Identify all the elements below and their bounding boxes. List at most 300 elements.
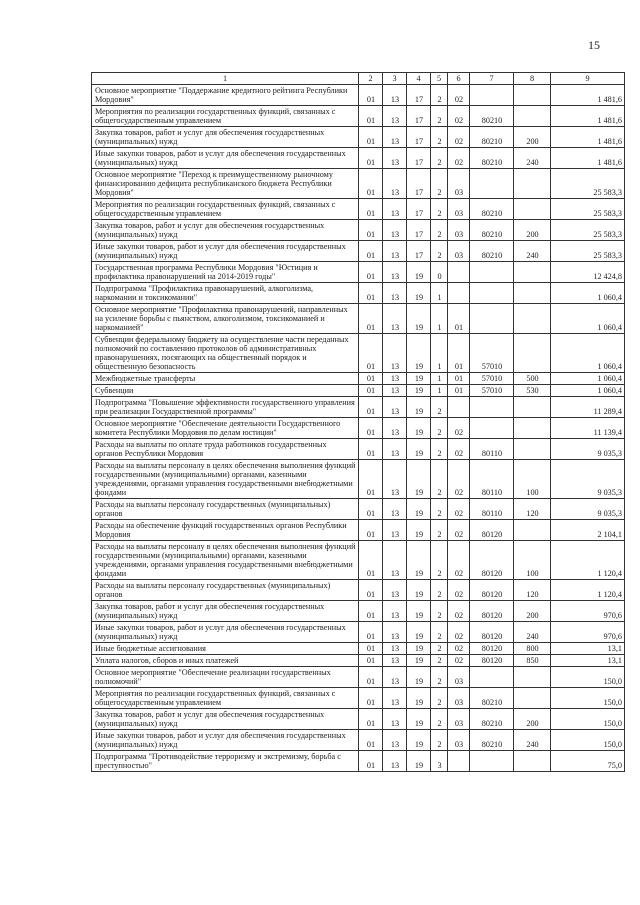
code-section-cell: 01	[359, 580, 383, 601]
code-direction-cell	[470, 262, 514, 283]
code-direction-cell: 80210	[470, 199, 514, 220]
code-expense-type-cell	[514, 199, 551, 220]
row-name-cell: Расходы на выплаты персоналу в целях обеспечения выполнения функций государственными (муниципальными) органами, казенными учреждениями, органами управления государственными внебюджетными фондами	[92, 541, 359, 580]
code-direction-cell: 80120	[470, 601, 514, 622]
table-row	[92, 622, 625, 643]
code-expense-type-cell	[514, 106, 551, 127]
code-subsection-cell: 13	[383, 622, 407, 643]
row-name-cell: Закупка товаров, работ и услуг для обеспечения государственных (муниципальных) нужд	[92, 220, 359, 241]
code-subsection-cell: 13	[383, 397, 407, 418]
code-measure-cell: 02	[448, 643, 470, 655]
code-expense-type-cell: 530	[514, 385, 551, 397]
code-subsection-cell: 13	[383, 730, 407, 751]
table-row	[92, 373, 625, 385]
code-section-cell: 01	[359, 655, 383, 667]
code-expense-type-cell: 200	[514, 220, 551, 241]
amount-cell: 150,0	[551, 667, 625, 688]
amount-cell: 9 035,3	[551, 439, 625, 460]
amount-cell: 150,0	[551, 688, 625, 709]
code-subsection-cell: 13	[383, 220, 407, 241]
code-expense-type-cell: 100	[514, 460, 551, 499]
amount-cell: 1 481,6	[551, 85, 625, 106]
table-row	[92, 580, 625, 601]
code-subprogram-cell: 2	[431, 667, 448, 688]
code-section-cell: 01	[359, 169, 383, 199]
code-section-cell: 01	[359, 85, 383, 106]
row-name-cell: Государственная программа Республики Мордовия "Юстиция и профилактика правонарушений на 2014-2019 годы"	[92, 262, 359, 283]
code-subsection-cell: 13	[383, 283, 407, 304]
code-section-cell: 01	[359, 541, 383, 580]
code-expense-type-cell: 500	[514, 373, 551, 385]
code-section-cell: 01	[359, 730, 383, 751]
header-row	[92, 73, 625, 85]
table-row	[92, 283, 625, 304]
table-row	[92, 418, 625, 439]
code-measure-cell: 02	[448, 106, 470, 127]
table-row	[92, 439, 625, 460]
amount-cell: 25 583,3	[551, 199, 625, 220]
amount-cell: 150,0	[551, 730, 625, 751]
code-program-cell: 19	[407, 643, 431, 655]
code-measure-cell: 02	[448, 439, 470, 460]
amount-cell: 13,1	[551, 655, 625, 667]
code-section-cell: 01	[359, 373, 383, 385]
code-measure-cell	[448, 262, 470, 283]
code-section-cell: 01	[359, 283, 383, 304]
code-measure-cell: 02	[448, 418, 470, 439]
row-name-cell: Подпрограмма "Повышение эффективности государственного управления при реализации Государственной программы"	[92, 397, 359, 418]
code-subsection-cell: 13	[383, 439, 407, 460]
row-name-cell: Расходы на выплаты по оплате труда работников государственных органов Республики Мордовия	[92, 439, 359, 460]
code-direction-cell: 80210	[470, 730, 514, 751]
code-measure-cell: 02	[448, 601, 470, 622]
code-subprogram-cell: 0	[431, 262, 448, 283]
code-program-cell: 17	[407, 199, 431, 220]
code-expense-type-cell	[514, 688, 551, 709]
code-expense-type-cell: 800	[514, 643, 551, 655]
code-expense-type-cell: 120	[514, 580, 551, 601]
code-subprogram-cell: 2	[431, 460, 448, 499]
code-expense-type-cell: 240	[514, 148, 551, 169]
code-section-cell: 01	[359, 385, 383, 397]
code-measure-cell: 03	[448, 730, 470, 751]
code-expense-type-cell	[514, 283, 551, 304]
code-subsection-cell: 13	[383, 655, 407, 667]
code-expense-type-cell	[514, 262, 551, 283]
code-subsection-cell: 13	[383, 148, 407, 169]
code-direction-cell	[470, 397, 514, 418]
amount-cell: 75,0	[551, 751, 625, 772]
column-header: 2	[359, 73, 383, 85]
code-measure-cell: 03	[448, 688, 470, 709]
code-subprogram-cell: 2	[431, 580, 448, 601]
code-expense-type-cell	[514, 169, 551, 199]
code-subprogram-cell: 2	[431, 418, 448, 439]
code-subsection-cell: 13	[383, 601, 407, 622]
code-measure-cell: 01	[448, 373, 470, 385]
row-name-cell: Уплата налогов, сборов и иных платежей	[92, 655, 359, 667]
row-name-cell: Расходы на обеспечение функций государственных органов Республики Мордовия	[92, 520, 359, 541]
code-section-cell: 01	[359, 688, 383, 709]
code-subprogram-cell: 2	[431, 541, 448, 580]
code-subsection-cell: 13	[383, 199, 407, 220]
code-expense-type-cell: 240	[514, 622, 551, 643]
code-section-cell: 01	[359, 241, 383, 262]
code-subsection-cell: 13	[383, 169, 407, 199]
row-name-cell: Подпрограмма "Противодействие терроризму и экстремизму, борьба с преступностью"	[92, 751, 359, 772]
code-subprogram-cell: 2	[431, 199, 448, 220]
page-number: 15	[588, 38, 600, 52]
code-expense-type-cell	[514, 334, 551, 373]
code-program-cell: 19	[407, 304, 431, 334]
amount-cell: 13,1	[551, 643, 625, 655]
column-header: 3	[383, 73, 407, 85]
table-row	[92, 460, 625, 499]
code-measure-cell: 01	[448, 304, 470, 334]
code-measure-cell	[448, 397, 470, 418]
code-program-cell: 19	[407, 709, 431, 730]
row-name-cell: Закупка товаров, работ и услуг для обеспечения государственных (муниципальных) нужд	[92, 127, 359, 148]
code-program-cell: 19	[407, 730, 431, 751]
code-program-cell: 19	[407, 283, 431, 304]
code-section-cell: 01	[359, 622, 383, 643]
table-row	[92, 499, 625, 520]
code-measure-cell: 03	[448, 709, 470, 730]
code-direction-cell	[470, 304, 514, 334]
row-name-cell: Иные закупки товаров, работ и услуг для обеспечения государственных (муниципальных) нужд	[92, 241, 359, 262]
code-measure-cell: 03	[448, 241, 470, 262]
code-measure-cell: 02	[448, 148, 470, 169]
code-subprogram-cell: 1	[431, 385, 448, 397]
table-row	[92, 220, 625, 241]
code-program-cell: 17	[407, 169, 431, 199]
table-row	[92, 709, 625, 730]
code-subprogram-cell: 1	[431, 373, 448, 385]
code-direction-cell: 80210	[470, 241, 514, 262]
table-row	[92, 241, 625, 262]
code-section-cell: 01	[359, 397, 383, 418]
table-row	[92, 667, 625, 688]
amount-cell: 1 120,4	[551, 580, 625, 601]
code-subsection-cell: 13	[383, 541, 407, 580]
code-direction-cell	[470, 418, 514, 439]
amount-cell: 11 139,4	[551, 418, 625, 439]
code-direction-cell: 80120	[470, 622, 514, 643]
amount-cell: 1 481,6	[551, 106, 625, 127]
amount-cell: 970,6	[551, 601, 625, 622]
amount-cell: 9 035,3	[551, 460, 625, 499]
code-measure-cell: 03	[448, 667, 470, 688]
code-subprogram-cell: 2	[431, 106, 448, 127]
code-program-cell: 17	[407, 85, 431, 106]
code-section-cell: 01	[359, 709, 383, 730]
code-subprogram-cell: 2	[431, 730, 448, 751]
code-direction-cell: 80210	[470, 220, 514, 241]
code-subprogram-cell: 2	[431, 397, 448, 418]
code-direction-cell: 80210	[470, 148, 514, 169]
code-direction-cell: 57010	[470, 373, 514, 385]
amount-cell: 25 583,3	[551, 241, 625, 262]
code-direction-cell: 80210	[470, 709, 514, 730]
code-measure-cell: 03	[448, 199, 470, 220]
code-subsection-cell: 13	[383, 460, 407, 499]
code-measure-cell: 02	[448, 655, 470, 667]
code-subsection-cell: 13	[383, 262, 407, 283]
code-expense-type-cell	[514, 439, 551, 460]
amount-cell: 12 424,8	[551, 262, 625, 283]
code-expense-type-cell	[514, 751, 551, 772]
code-program-cell: 19	[407, 580, 431, 601]
code-program-cell: 19	[407, 262, 431, 283]
budget-table	[91, 72, 625, 772]
table-row	[92, 169, 625, 199]
code-expense-type-cell	[514, 397, 551, 418]
code-expense-type-cell: 240	[514, 241, 551, 262]
code-subsection-cell: 13	[383, 334, 407, 373]
code-measure-cell: 02	[448, 499, 470, 520]
code-measure-cell: 02	[448, 460, 470, 499]
amount-cell: 1 060,4	[551, 304, 625, 334]
row-name-cell: Мероприятия по реализации государственных функций, связанных с общегосударственным управлением	[92, 688, 359, 709]
row-name-cell: Субвенции	[92, 385, 359, 397]
code-section-cell: 01	[359, 199, 383, 220]
code-subsection-cell: 13	[383, 106, 407, 127]
code-section-cell: 01	[359, 667, 383, 688]
code-program-cell: 19	[407, 334, 431, 373]
table-row	[92, 199, 625, 220]
code-direction-cell: 80110	[470, 499, 514, 520]
code-program-cell: 19	[407, 667, 431, 688]
code-subsection-cell: 13	[383, 643, 407, 655]
code-subprogram-cell: 2	[431, 688, 448, 709]
code-subprogram-cell: 2	[431, 439, 448, 460]
amount-cell: 1 481,6	[551, 148, 625, 169]
row-name-cell: Иные бюджетные ассигнования	[92, 643, 359, 655]
amount-cell: 970,6	[551, 622, 625, 643]
row-name-cell: Иные закупки товаров, работ и услуг для обеспечения государственных (муниципальных) нужд	[92, 148, 359, 169]
row-name-cell: Иные закупки товаров, работ и услуг для обеспечения государственных (муниципальных) нужд	[92, 622, 359, 643]
code-subprogram-cell: 2	[431, 622, 448, 643]
amount-cell: 150,0	[551, 709, 625, 730]
code-section-cell: 01	[359, 127, 383, 148]
code-section-cell: 01	[359, 439, 383, 460]
code-subprogram-cell: 2	[431, 241, 448, 262]
row-name-cell: Основное мероприятие "Поддержание кредитного рейтинга Республики Мордовия"	[92, 85, 359, 106]
code-subsection-cell: 13	[383, 709, 407, 730]
code-program-cell: 19	[407, 460, 431, 499]
code-subsection-cell: 13	[383, 385, 407, 397]
table-row	[92, 520, 625, 541]
table-row	[92, 643, 625, 655]
code-subsection-cell: 13	[383, 688, 407, 709]
code-direction-cell: 80110	[470, 439, 514, 460]
code-subprogram-cell: 2	[431, 520, 448, 541]
code-direction-cell: 80210	[470, 127, 514, 148]
column-header: 4	[407, 73, 431, 85]
amount-cell: 1 060,4	[551, 385, 625, 397]
code-direction-cell: 57010	[470, 385, 514, 397]
code-direction-cell	[470, 667, 514, 688]
code-expense-type-cell: 100	[514, 541, 551, 580]
code-section-cell: 01	[359, 418, 383, 439]
code-measure-cell: 02	[448, 85, 470, 106]
code-program-cell: 19	[407, 751, 431, 772]
code-program-cell: 19	[407, 397, 431, 418]
code-direction-cell: 80120	[470, 580, 514, 601]
code-direction-cell	[470, 283, 514, 304]
amount-cell: 1 060,4	[551, 283, 625, 304]
code-section-cell: 01	[359, 304, 383, 334]
code-direction-cell: 80120	[470, 541, 514, 580]
code-subprogram-cell: 1	[431, 304, 448, 334]
code-expense-type-cell	[514, 304, 551, 334]
code-section-cell: 01	[359, 643, 383, 655]
code-subprogram-cell: 3	[431, 751, 448, 772]
table-row	[92, 397, 625, 418]
code-section-cell: 01	[359, 334, 383, 373]
table-row	[92, 688, 625, 709]
row-name-cell: Расходы на выплаты персоналу государственных (муниципальных) органов	[92, 499, 359, 520]
code-section-cell: 01	[359, 148, 383, 169]
code-program-cell: 19	[407, 385, 431, 397]
code-subprogram-cell: 2	[431, 601, 448, 622]
code-program-cell: 19	[407, 373, 431, 385]
code-section-cell: 01	[359, 499, 383, 520]
code-subsection-cell: 13	[383, 418, 407, 439]
code-subsection-cell: 13	[383, 520, 407, 541]
code-subsection-cell: 13	[383, 751, 407, 772]
code-section-cell: 01	[359, 460, 383, 499]
amount-cell: 1 060,4	[551, 373, 625, 385]
code-measure-cell: 01	[448, 334, 470, 373]
code-measure-cell	[448, 751, 470, 772]
row-name-cell: Основное мероприятие "Обеспечение деятельности Государственного комитета Республики Мордовия по делам юстиции"	[92, 418, 359, 439]
code-expense-type-cell	[514, 85, 551, 106]
column-header: 1	[92, 73, 359, 85]
row-name-cell: Иные закупки товаров, работ и услуг для обеспечения государственных (муниципальных) нужд	[92, 730, 359, 751]
amount-cell: 25 583,3	[551, 220, 625, 241]
code-program-cell: 17	[407, 148, 431, 169]
code-subsection-cell: 13	[383, 373, 407, 385]
code-measure-cell: 03	[448, 220, 470, 241]
code-subsection-cell: 13	[383, 667, 407, 688]
code-direction-cell: 57010	[470, 334, 514, 373]
code-direction-cell	[470, 85, 514, 106]
amount-cell: 25 583,3	[551, 169, 625, 199]
code-subsection-cell: 13	[383, 241, 407, 262]
code-program-cell: 17	[407, 241, 431, 262]
code-program-cell: 19	[407, 541, 431, 580]
table-row	[92, 385, 625, 397]
code-direction-cell: 80120	[470, 643, 514, 655]
amount-cell: 1 120,4	[551, 541, 625, 580]
code-program-cell: 17	[407, 127, 431, 148]
code-subprogram-cell: 2	[431, 127, 448, 148]
code-program-cell: 17	[407, 220, 431, 241]
row-name-cell: Субвенции федеральному бюджету на осуществление части переданных полномочий по составлению протоколов об административных правонарушениях, посягающих на общественный порядок и общественную безопасность	[92, 334, 359, 373]
code-expense-type-cell: 200	[514, 601, 551, 622]
code-subprogram-cell: 2	[431, 169, 448, 199]
code-subsection-cell: 13	[383, 580, 407, 601]
column-header: 8	[514, 73, 551, 85]
code-subsection-cell: 13	[383, 304, 407, 334]
code-section-cell: 01	[359, 262, 383, 283]
table-row	[92, 730, 625, 751]
code-direction-cell: 80120	[470, 520, 514, 541]
row-name-cell: Основное мероприятие "Обеспечение реализации государственных полномочий"	[92, 667, 359, 688]
code-program-cell: 19	[407, 439, 431, 460]
code-program-cell: 19	[407, 655, 431, 667]
table-row	[92, 85, 625, 106]
code-expense-type-cell: 120	[514, 499, 551, 520]
code-measure-cell: 02	[448, 127, 470, 148]
code-expense-type-cell: 200	[514, 127, 551, 148]
table-row	[92, 751, 625, 772]
code-program-cell: 19	[407, 418, 431, 439]
code-program-cell: 19	[407, 601, 431, 622]
code-measure-cell: 02	[448, 622, 470, 643]
code-subprogram-cell: 1	[431, 334, 448, 373]
code-section-cell: 01	[359, 601, 383, 622]
table-row	[92, 655, 625, 667]
code-subprogram-cell: 2	[431, 643, 448, 655]
code-section-cell: 01	[359, 520, 383, 541]
code-subprogram-cell: 2	[431, 709, 448, 730]
table-row	[92, 541, 625, 580]
code-measure-cell	[448, 283, 470, 304]
code-subsection-cell: 13	[383, 127, 407, 148]
amount-cell: 1 481,6	[551, 127, 625, 148]
amount-cell: 1 060,4	[551, 334, 625, 373]
row-name-cell: Расходы на выплаты персоналу государственных (муниципальных) органов	[92, 580, 359, 601]
code-expense-type-cell: 240	[514, 730, 551, 751]
row-name-cell: Закупка товаров, работ и услуг для обеспечения государственных (муниципальных) нужд	[92, 601, 359, 622]
code-program-cell: 19	[407, 520, 431, 541]
code-program-cell: 19	[407, 688, 431, 709]
code-direction-cell	[470, 169, 514, 199]
code-measure-cell: 01	[448, 385, 470, 397]
code-subprogram-cell: 1	[431, 283, 448, 304]
code-measure-cell: 02	[448, 520, 470, 541]
code-measure-cell: 02	[448, 541, 470, 580]
code-section-cell: 01	[359, 106, 383, 127]
table-row	[92, 262, 625, 283]
code-subsection-cell: 13	[383, 499, 407, 520]
code-subprogram-cell: 2	[431, 85, 448, 106]
code-program-cell: 19	[407, 622, 431, 643]
column-header: 6	[448, 73, 470, 85]
row-name-cell: Основное мероприятие "Профилактика правонарушений, направленных на усиление борьбы с пьянством, алкоголизмом, токсикоманией и наркоманией"	[92, 304, 359, 334]
code-expense-type-cell	[514, 520, 551, 541]
column-header: 5	[431, 73, 448, 85]
row-name-cell: Подпрограмма "Профилактика правонарушений, алкоголизма, наркомании и токсикомании"	[92, 283, 359, 304]
code-subprogram-cell: 2	[431, 220, 448, 241]
table-row	[92, 106, 625, 127]
amount-cell: 2 104,1	[551, 520, 625, 541]
row-name-cell: Закупка товаров, работ и услуг для обеспечения государственных (муниципальных) нужд	[92, 709, 359, 730]
code-direction-cell: 80210	[470, 688, 514, 709]
code-direction-cell: 80210	[470, 106, 514, 127]
code-direction-cell: 80120	[470, 655, 514, 667]
code-expense-type-cell: 850	[514, 655, 551, 667]
code-program-cell: 17	[407, 106, 431, 127]
table-row	[92, 148, 625, 169]
table-body	[92, 85, 625, 772]
code-section-cell: 01	[359, 751, 383, 772]
table-row	[92, 601, 625, 622]
amount-cell: 9 035,3	[551, 499, 625, 520]
code-subprogram-cell: 2	[431, 655, 448, 667]
